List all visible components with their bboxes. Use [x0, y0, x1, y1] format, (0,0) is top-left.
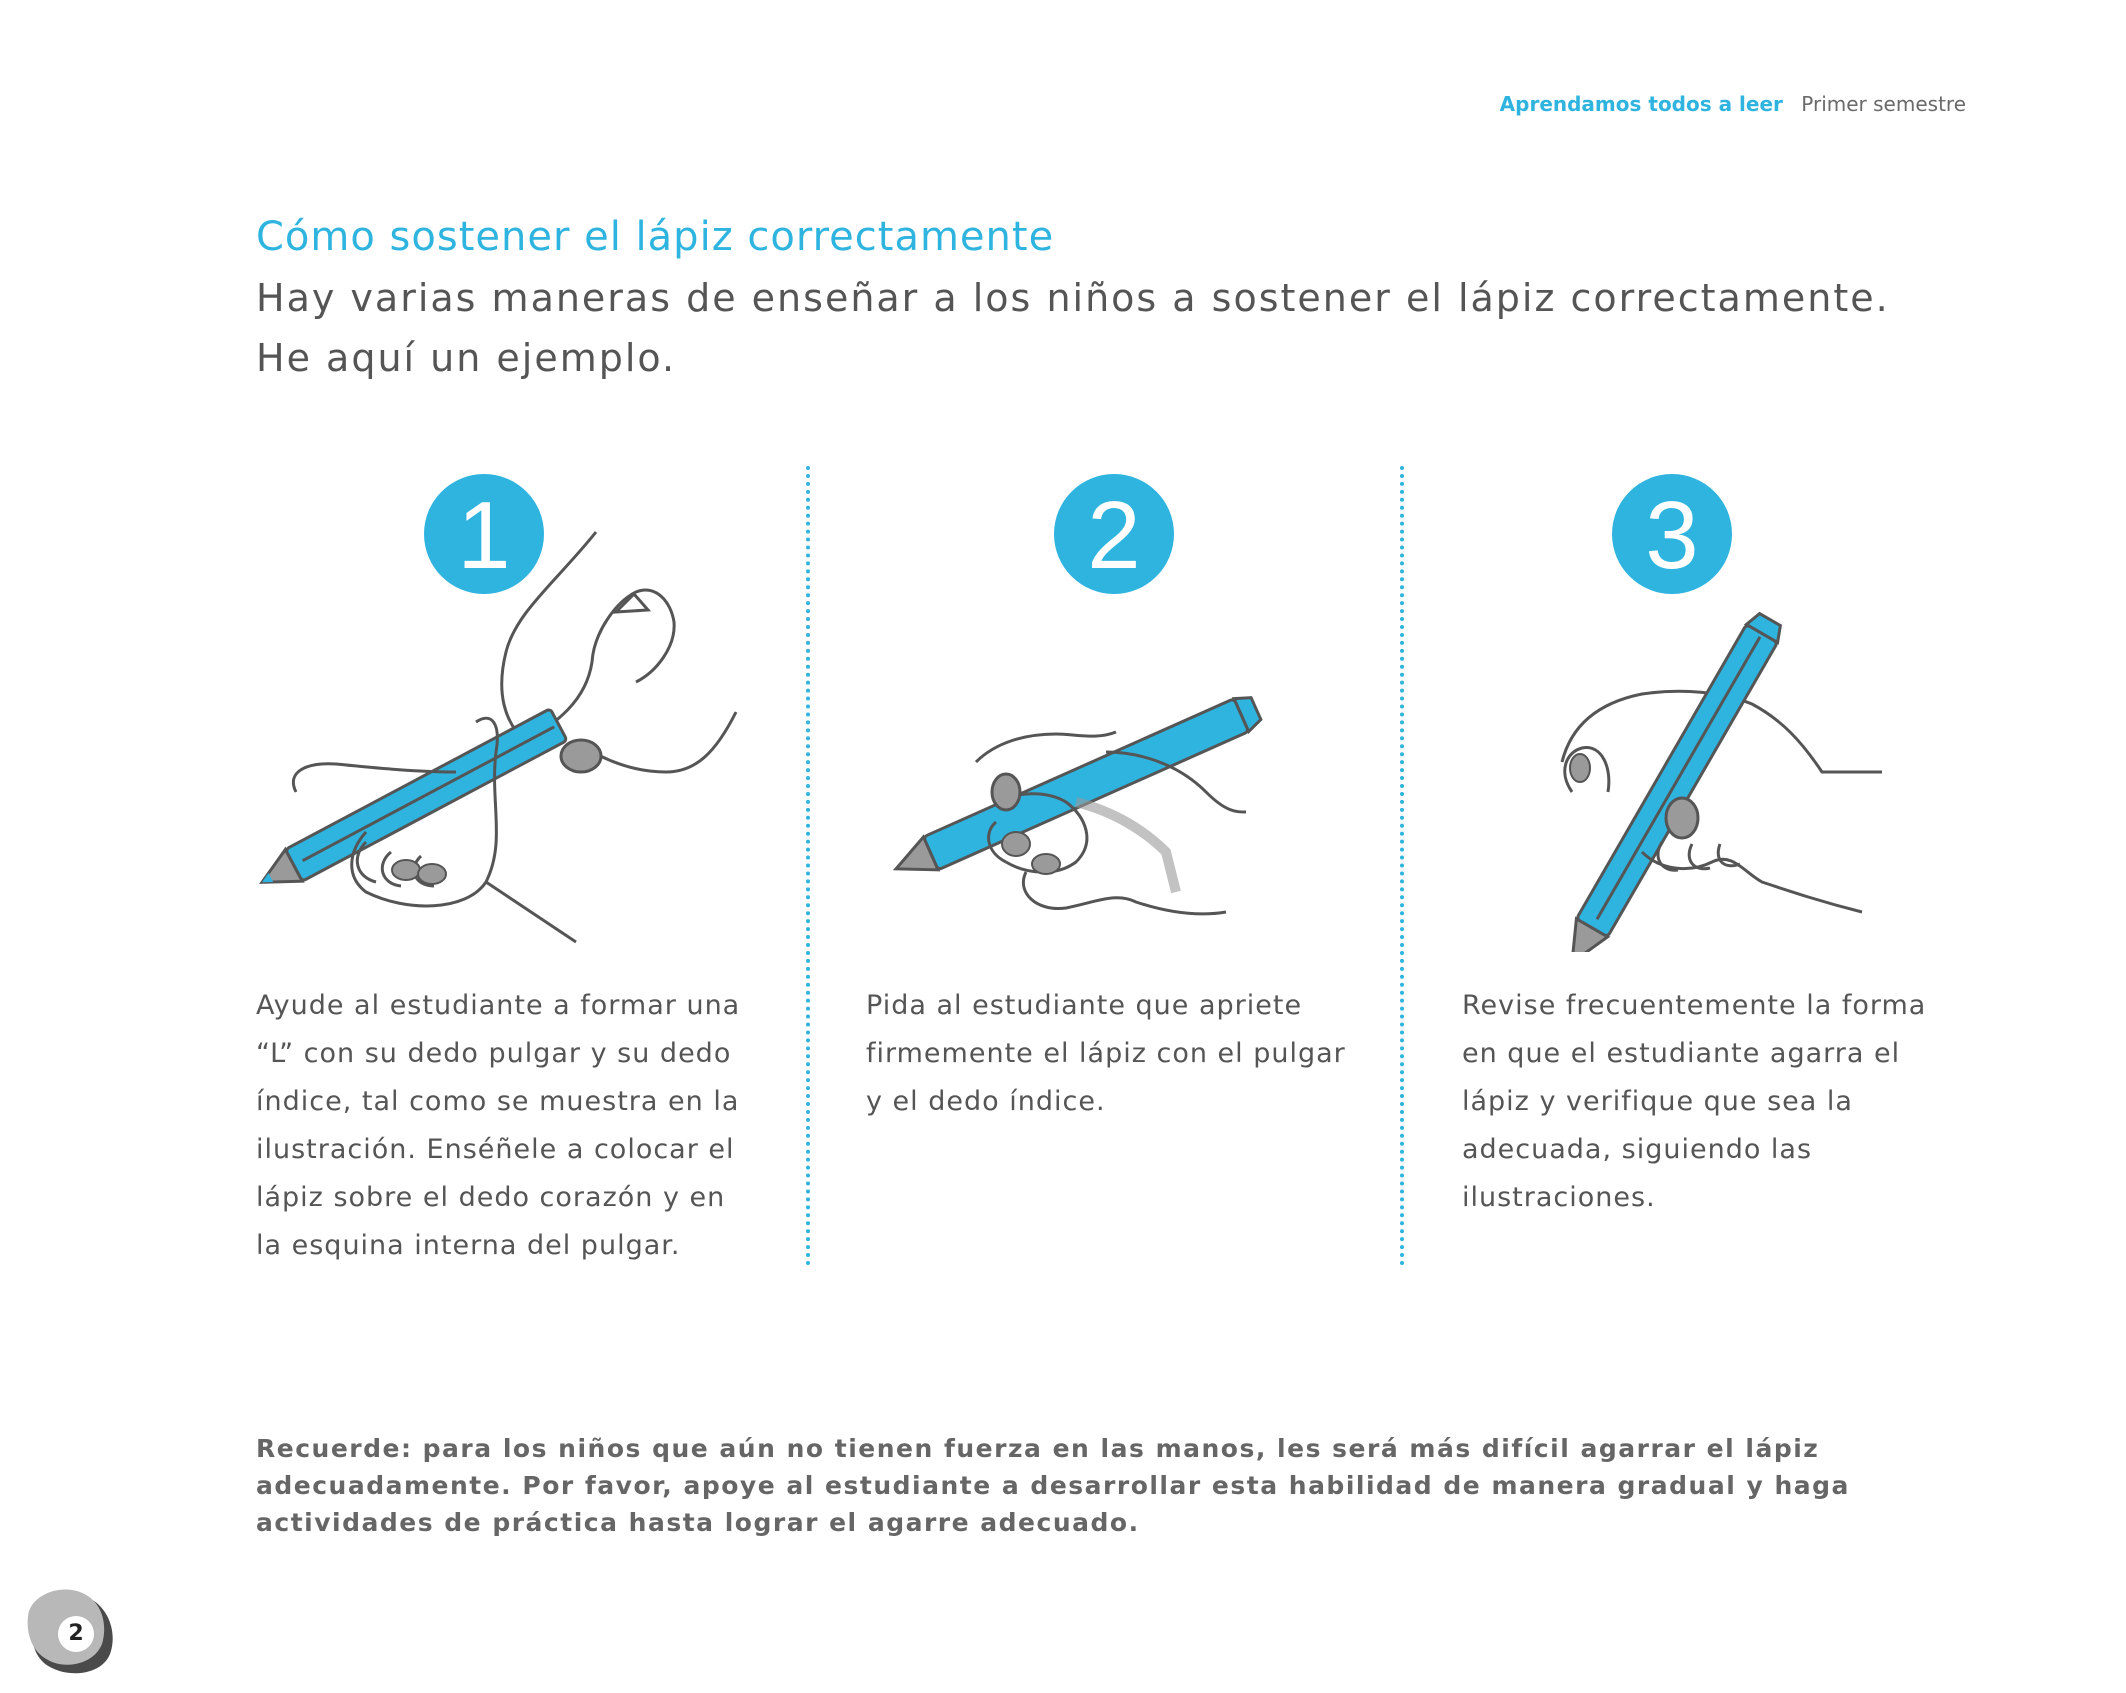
- step-2: [866, 472, 1366, 1117]
- running-header: [1500, 92, 1966, 116]
- page-number-badge: [22, 1580, 122, 1680]
- step-number: 1: [457, 482, 511, 589]
- page-number: 2: [58, 1616, 94, 1652]
- intro-text: Hay varias maneras de enseñar a los niños a sostener el lápiz correctamente. He aquí un ejemplo.: [256, 276, 1890, 380]
- series-title: Aprendamos todos a leer: [1499, 92, 1783, 116]
- step-1-text: Ayude al estudiante a formar una “L” con su dedo pulgar y su dedo índice, tal como se muestra en la ilustración. Enséñele a colocar el lápiz sobre el dedo corazón y en la esquina interna del pulgar.: [256, 990, 741, 1261]
- hand-writing-illustration: [1462, 472, 1982, 952]
- step-3: [1462, 472, 1982, 1213]
- hand-l-shape-illustration: [256, 472, 776, 952]
- dotted-divider: [1400, 466, 1404, 1266]
- page-title: Cómo sostener el lápiz correctamente: [256, 214, 1055, 260]
- semester-label: Primer semestre: [1801, 92, 1966, 116]
- reminder-note: Recuerde: para los niños que aún no tienen fuerza en las manos, les será más difícil agarrar el lápiz adecuadamente. Por favor, apoye al estudiante a desarrollar esta habilidad de manera gradual y haga actividades de práctica hasta lograr el agarre adecuado.: [256, 1434, 1850, 1537]
- dotted-divider: [806, 466, 810, 1266]
- step-3-text: Revise frecuentemente la forma en que el estudiante agarra el lápiz y verifique que sea la adecuada, siguiendo las ilustraciones.: [1462, 990, 1927, 1213]
- step-2-text: Pida al estudiante que apriete firmemente el lápiz con el pulgar y el dedo índice.: [866, 990, 1346, 1117]
- hand-pinch-illustration: [866, 472, 1386, 952]
- step-1: [256, 472, 776, 1261]
- step-number: 3: [1645, 482, 1699, 589]
- step-number: 2: [1087, 482, 1141, 589]
